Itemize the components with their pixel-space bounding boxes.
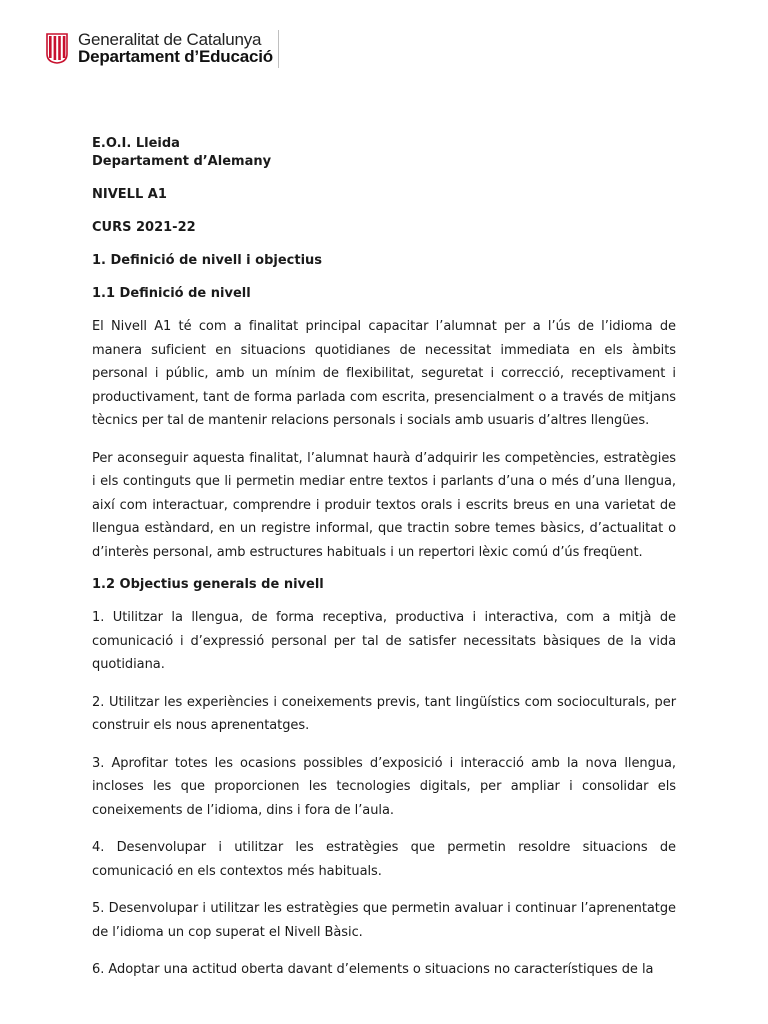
org-line-department: Departament d’Educació xyxy=(78,47,273,66)
objective-3: 3. Aprofitar totes les ocasions possibles d’exposició i interacció amb la nova llengua, incloses les que proporcionen les tecnologies digitals, per ampliar i consolidar els coneixements de l’idioma, dins i fora de l’aula. xyxy=(92,755,676,818)
course-label: CURS 2021-22 xyxy=(92,220,196,235)
paragraph-definition-2: Per aconseguir aquesta finalitat, l’alumnat haurà d’adquirir les competències, estratègies i els continguts que li permetin mediar entre textos i parlants d’una o més d’una llengua, així com interactuar, comprendre i produir textos orals i escrits breus en una varietat de llengua estàndard, en un registre informal, que tractin sobre temes bàsics, d’actualitat o d’interès personal, amb estructures habituals i un repertori lèxic comú d’ús freqüent. xyxy=(92,450,676,560)
org-line-generalitat: Generalitat de Catalunya xyxy=(78,30,262,49)
objective-5: 5. Desenvolupar i utilitzar les estratègies que permetin avaluar i continuar l’aprenentatge de l’idioma un cop superat el Nivell Bàsic. xyxy=(92,901,676,940)
catalan-flag-icon xyxy=(44,32,70,64)
objective-2: 2. Utilitzar les experiències i coneixements previs, tant lingüístics com socioculturals, per construir els nous aprenentatges. xyxy=(92,694,676,733)
objective-1: 1. Utilitzar la llengua, de forma receptiva, productiva i interactiva, com a mitjà de comunicació i d’expressió personal per tal de satisfer necessitats bàsiques de la vida quotidiana. xyxy=(92,610,676,672)
section-1-1-title: 1.1 Definició de nivell xyxy=(92,286,251,301)
objective-6: 6. Adoptar una actitud oberta davant d’elements o situacions no característiques de la xyxy=(92,962,654,977)
organization-name xyxy=(78,31,273,65)
header-logo xyxy=(44,28,273,68)
department-name: Departament d’Alemany xyxy=(92,154,272,169)
level-label: NIVELL A1 xyxy=(92,187,167,202)
school-name: E.O.I. Lleida xyxy=(92,136,180,151)
document-body xyxy=(92,135,676,982)
header-divider xyxy=(278,30,279,68)
objective-4: 4. Desenvolupar i utilitzar les estratègies que permetin resoldre situacions de comunicació en els contextos més habituals. xyxy=(92,840,676,879)
section-1-2-title: 1.2 Objectius generals de nivell xyxy=(92,577,324,592)
paragraph-definition-1: El Nivell A1 té com a finalitat principal capacitar l’alumnat per a l’ús de l’idioma de manera suficient en situacions quotidianes de necessitat immediata en els àmbits personal i públic, amb un mínim de flexibilitat, seguretat i correcció, receptivament i productivament, tant de forma parlada com escrita, presencialment o a través de mitjans tècnics per tal de mantenir relacions personals i socials amb usuaris d’altres llengües. xyxy=(92,319,676,428)
section-1-title: 1. Definició de nivell i objectius xyxy=(92,253,323,268)
